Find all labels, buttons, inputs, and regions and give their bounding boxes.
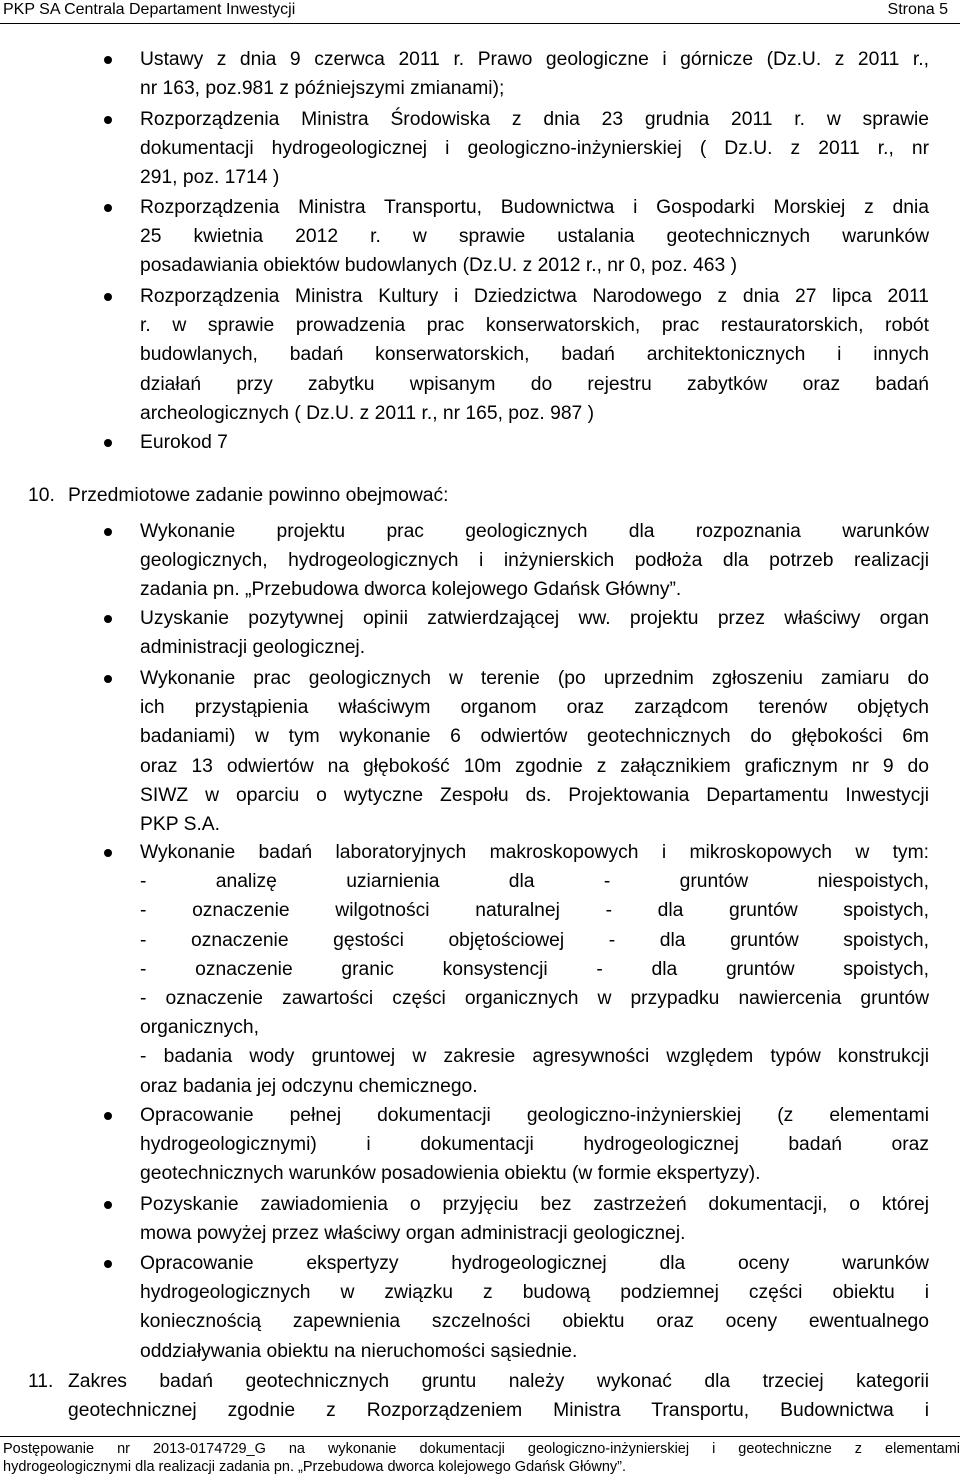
list-item [140,1249,929,1366]
list-item-line: mowa powyżej przez właściwy organ administracji geologicznej. [140,1223,686,1245]
bullet-icon [104,1260,112,1268]
footer-line-2: hydrogeologicznymi dla realizacji zadania pn. „Przebudowa dworca kolejowego Gdańsk Główny”. [3,1459,627,1475]
list-item-line: koniecznością zapewnienia szczelności obiektu oraz oceny ewentualnego [140,1311,929,1333]
bullet-icon [104,116,112,124]
list-item-line: nr 163, poz.981 z późniejszymi zmianami); [140,78,505,100]
list-item-line: archeologicznych ( Dz.U. z 2011 r., nr 165, poz. 987 ) [140,402,595,424]
list-item [140,1190,929,1248]
header-page-number: Strona 5 [887,1,948,18]
bullet-icon [104,293,112,301]
list-item-line: PKP S.A. [140,814,221,836]
list-item-line: Rozporządzenia Ministra Środowiska z dnia 23 grudnia 2011 r. w sprawie [140,109,929,130]
bullet-icon [104,204,112,212]
list-item [140,428,929,457]
section-10-number: 10. [28,485,55,506]
page-footer [0,1436,960,1476]
list-item-line: oddziaływania obiektu na nieruchomości sąsiednie. [140,1340,578,1362]
list-item-line: Opracowanie pełnej dokumentacji geologiczno-inżynierskiej (z elementami [140,1105,929,1126]
list-item [140,193,929,281]
list-item [140,664,929,839]
list-item-line: geotechnicznych warunków posadowienia obiektu (w formie ekspertyzy). [140,1163,761,1185]
list-item-line: posadawiania obiektów budowlanych (Dz.U. z 2012 r., nr 0, poz. 463 ) [140,255,737,277]
list-item-line: - oznaczenie granic konsystencji - dla gruntów spoistych, [140,958,929,980]
bullet-icon [104,615,112,623]
list-item-line: 291, poz. 1714 ) [140,167,280,189]
list-item-line: - analizę uziarnienia dla - gruntów niespoistych, [140,871,929,893]
bullet-icon [104,849,112,857]
list-item-line: oraz 13 odwiertów na głębokość 10m zgodnie z załącznikiem graficznym nr 9 do [140,755,929,777]
list-item-line: Pozyskanie zawiadomienia o przyjęciu bez zastrzeżeń dokumentacji, o której [140,1194,929,1215]
list-item-line: Ustawy z dnia 9 czerwca 2011 r. Prawo geologiczne i górnicze (Dz.U. z 2011 r., [140,49,929,70]
list-item-line: działań przy zabytku wpisanym do rejestru zabytków oraz badań [140,373,929,395]
list-item-line: - badania wody gruntowej w zakresie agresywności względem typów konstrukcji [140,1046,929,1068]
list-item-line: geologicznych, hydrogeologicznych i inżynierskich podłoża dla potrzeb realizacji [140,550,929,572]
list-item-line: hydrogeologicznymi) i dokumentacji hydrogeologicznej badań oraz [140,1134,929,1156]
list-item-line: 25 kwietnia 2012 r. w sprawie ustalania geotechnicznych warunków [140,226,929,248]
list-item [140,517,929,605]
bullet-icon [104,528,112,536]
list-item [140,105,929,193]
bullet-icon [104,56,112,64]
list-item [140,838,929,1101]
list-item-line: - oznaczenie zawartości części organicznych w przypadku nawiercenia gruntów [140,988,929,1010]
footer-line-1: Postępowanie nr 2013-0174729_G na wykonanie dokumentacji geologiczno-inżynierskiej i geotechniczne z elementami [3,1441,960,1457]
bullet-icon [104,439,112,447]
bullet-icon [104,1201,112,1209]
list-item-line: Rozporządzenia Ministra Kultury i Dziedzictwa Narodowego z dnia 27 lipca 2011 [140,286,929,307]
list-item [140,604,929,662]
list-item-line: budowlanych, badań konserwatorskich, badań architektonicznych i innych [140,344,929,366]
list-item-line: oraz badania jej odczynu chemicznego. [140,1075,478,1097]
section-11-text [68,1367,929,1425]
list-item-line: - oznaczenie wilgotności naturalnej - dla gruntów spoistych, [140,900,929,922]
list-item-line: Wykonanie projektu prac geologicznych dla rozpoznania warunków [140,521,929,542]
list-item [140,1101,929,1189]
list-item-line: Wykonanie prac geologicznych w terenie (po uprzednim zgłoszeniu zamiaru do [140,668,929,689]
page-header [0,0,960,24]
list-item-line: zadania pn. „Przebudowa dworca kolejowego Gdańsk Główny”. [140,579,682,601]
list-item-line: SIWZ w oparciu o wytyczne Zespołu ds. Projektowania Departamentu Inwestycji [140,784,929,806]
section-11-line: geotechnicznej zgodnie z Rozporządzeniem Ministra Transportu, Budownictwa i [68,1400,929,1422]
list-item-line: badaniami) w tym wykonanie 6 odwiertów geotechnicznych do głębokości 6m [140,726,929,748]
list-item-line: Uzyskanie pozytywnej opinii zatwierdzającej ww. projektu przez właściwy organ [140,608,929,629]
list-item [140,282,929,428]
section-11-number: 11. [28,1371,54,1392]
list-item-line: organicznych, [140,1017,259,1039]
list-item-line: hydrogeologicznych w związku z budową podziemnej części obiektu i [140,1282,929,1304]
list-item-line: Wykonanie badań laboratoryjnych makroskopowych i mikroskopowych w tym: [140,842,929,863]
list-item-line: - oznaczenie gęstości objętościowej - dla gruntów spoistych, [140,929,929,951]
section-10-title: Przedmiotowe zadanie powinno obejmować: [68,485,449,506]
list-item-line: ich przystąpienia właściwym organom oraz zarządcom terenów objętych [140,697,929,719]
bullet-icon [104,1112,112,1120]
section-11-line: Zakres badań geotechnicznych gruntu należy wykonać dla trzeciej kategorii [68,1371,929,1392]
list-item-line: r. w sprawie prowadzenia prac konserwatorskich, prac restauratorskich, robót [140,315,929,337]
list-item-line: dokumentacji hydrogeologicznej i geologiczno-inżynierskiej ( Dz.U. z 2011 r., nr [140,138,929,160]
list-item-line: administracji geologicznej. [140,637,366,659]
list-item-line: Rozporządzenia Ministra Transportu, Budownictwa i Gospodarki Morskiej z dnia [140,197,929,218]
list-item [140,45,929,103]
header-organization: PKP SA Centrala Departament Inwestycji [3,1,296,18]
list-item-line: Eurokod 7 [140,432,228,453]
bullet-icon [104,675,112,683]
list-item-line: Opracowanie ekspertyzy hydrogeologicznej dla oceny warunków [140,1253,929,1274]
